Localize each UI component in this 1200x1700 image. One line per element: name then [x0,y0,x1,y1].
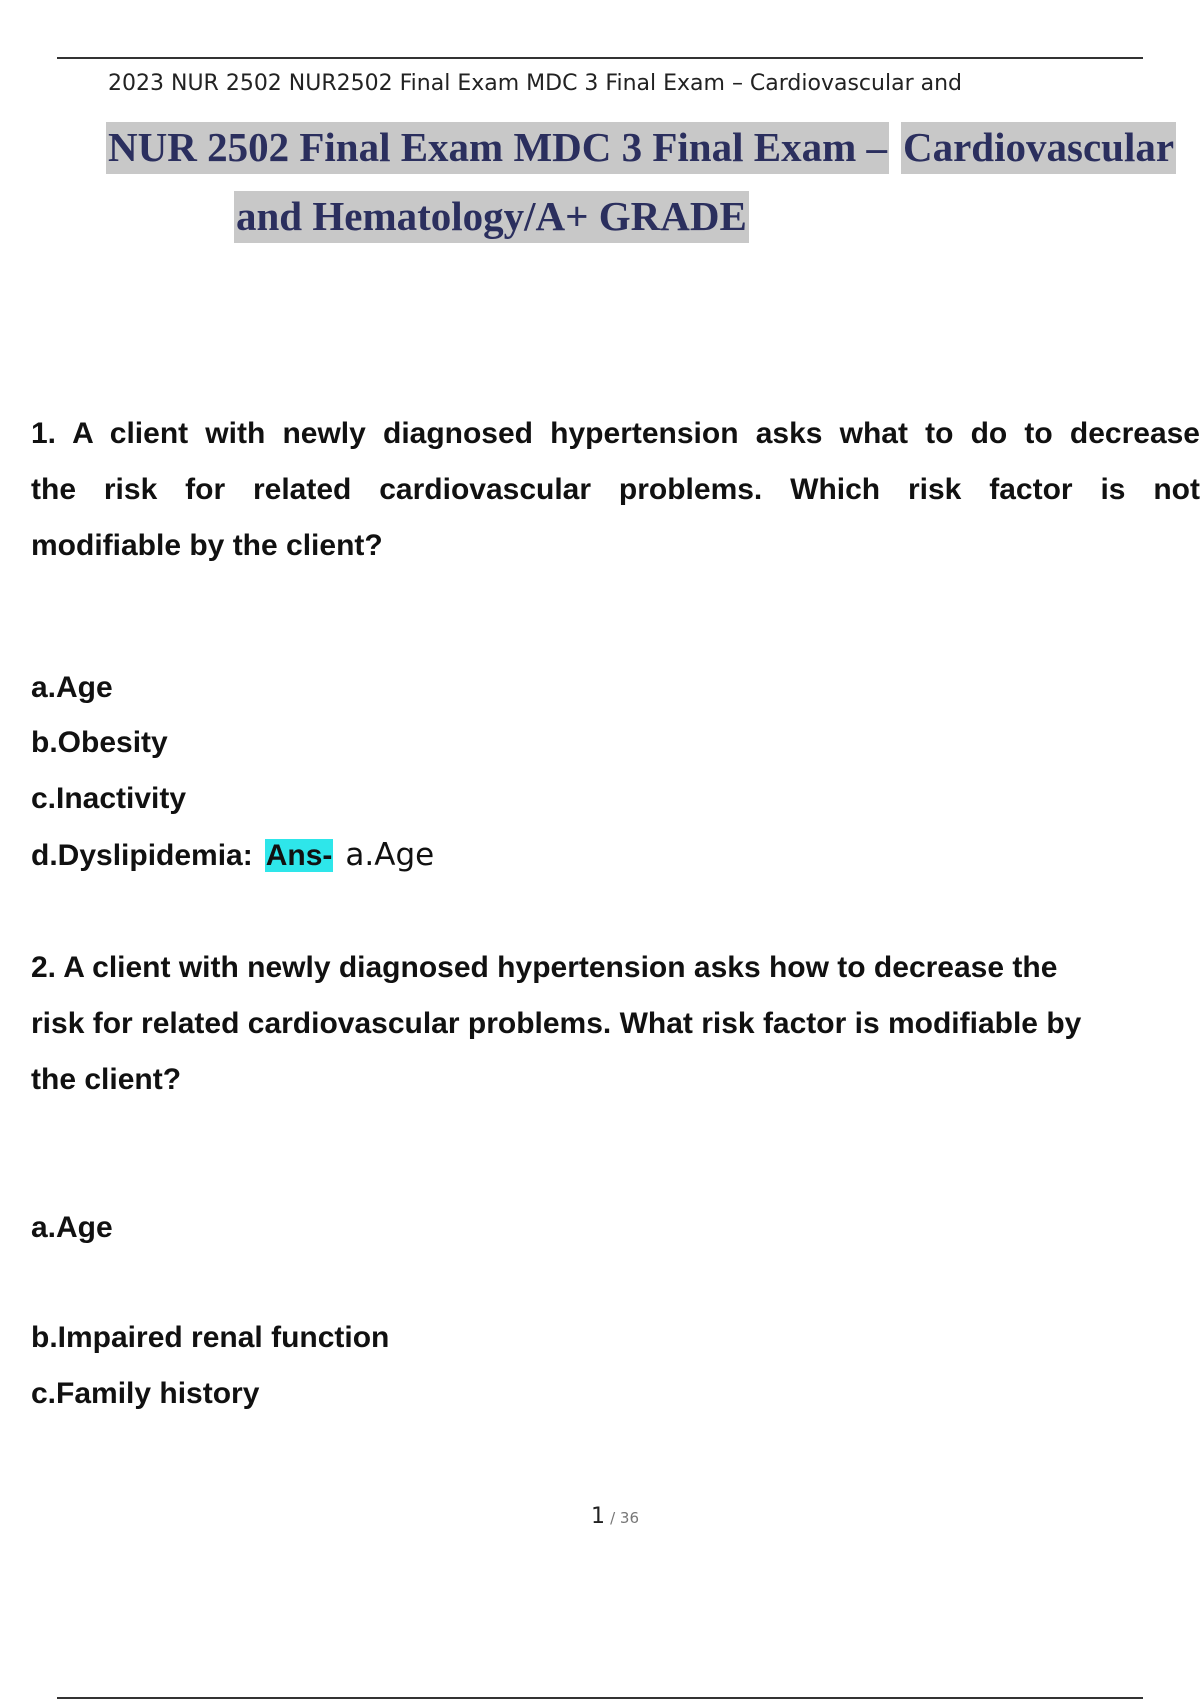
page-number [0,1504,1200,1529]
title-segment-3: and Hematology/A+ GRADE [234,191,749,243]
question-1-line-1: 1. A client with newly diagnosed hypertension asks what to do to decrease [31,417,1200,450]
answer-value: a.Age [345,837,435,873]
answer-tag: Ans- [265,839,333,872]
bottom-rule [57,1697,1143,1699]
page-total: / 36 [610,1509,639,1527]
question-2 [31,940,1200,1108]
question-1-option-d-label: d.Dyslipidemia: [31,839,253,872]
question-1 [31,406,1200,574]
page-current: 1 [590,1504,605,1529]
question-1-option-a: a.Age [31,671,113,704]
question-1-option-d [31,835,434,876]
question-2-line-2: risk for related cardiovascular problems. What risk factor is modifiable by [31,1007,1082,1040]
question-1-line-2: the risk for related cardiovascular problems. Which risk factor is not [31,473,1200,506]
document-title-line-2 [234,193,749,239]
document-title-line-1 [106,124,1176,170]
question-2-line-1: 2. A client with newly diagnosed hypertension asks how to decrease the [31,951,1058,984]
question-1-option-c: c.Inactivity [31,782,187,815]
running-header: 2023 NUR 2502 NUR2502 Final Exam MDC 3 Final Exam – Cardiovascular and [108,71,962,96]
question-2-option-c: c.Family history [31,1377,260,1410]
top-rule [57,57,1143,59]
title-segment-1: NUR 2502 Final Exam MDC 3 Final Exam – [106,122,889,174]
question-2-option-b: b.Impaired renal function [31,1321,390,1354]
question-1-option-b: b.Obesity [31,726,168,759]
title-segment-2: Cardiovascular [901,122,1176,174]
question-2-option-a: a.Age [31,1211,113,1244]
question-2-line-3: the client? [31,1063,182,1096]
question-1-line-3: modifiable by the client? [31,529,383,562]
